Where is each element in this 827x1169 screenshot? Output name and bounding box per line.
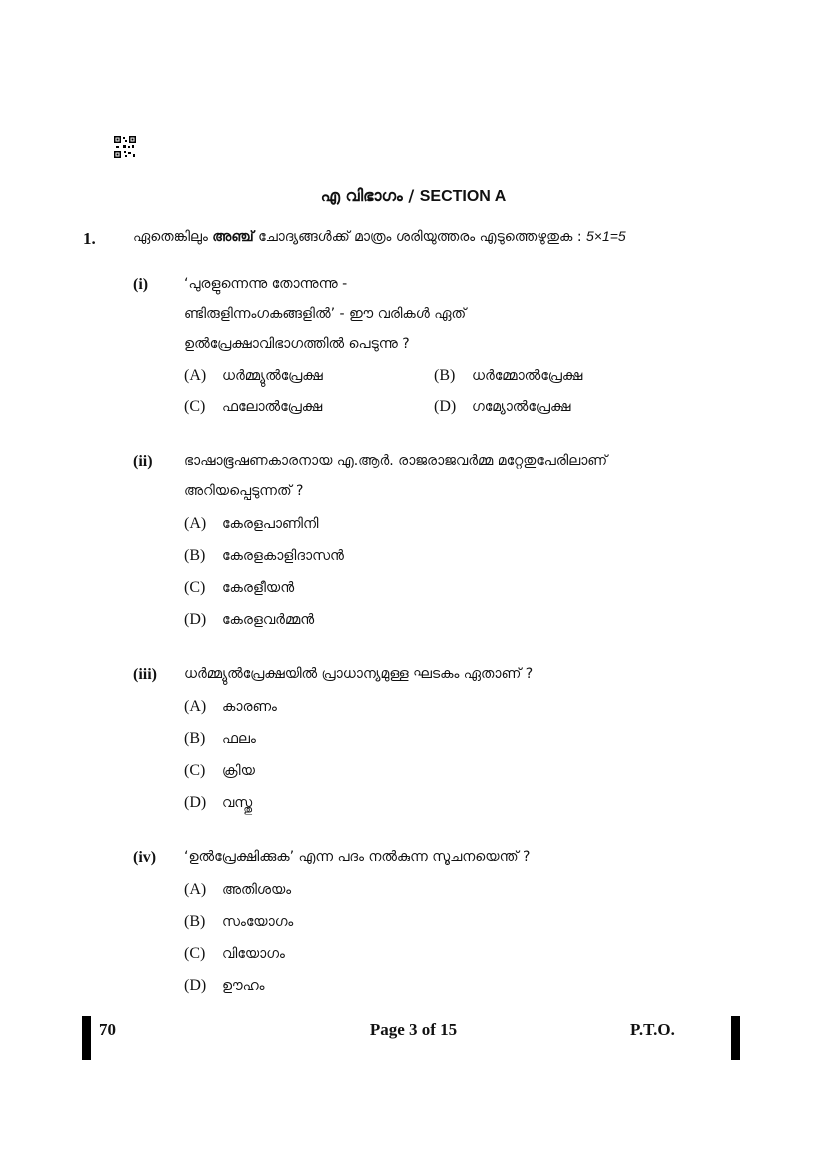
option-c [184,398,322,416]
option-label: (C) [184,398,206,415]
option-text: ഫലോൽപ്രേക്ഷ [222,399,323,415]
subquestion-text: ണ്ടിരുളിന്നംഗകങ്ങളിൽ’ - ഈ വരികൾ ഏത് [184,306,467,322]
option-text: സംയോഗം [222,914,294,930]
instruction-pre: ഏതെങ്കിലും [133,229,213,245]
option-label: (B) [184,730,206,747]
option-a [184,698,277,716]
section-title-ml: എ വിഭാഗം [320,186,403,205]
option-c [184,945,285,963]
option-c [184,762,255,780]
option-a [184,367,323,385]
subquestion-text: ഉൽപ്രേക്ഷാവിഭാഗത്തിൽ പെടുന്നു ? [184,336,410,352]
option-b [184,913,293,931]
subquestion-label: (ii) [133,453,153,470]
option-label: (D) [184,794,207,811]
subquestion-label: (iv) [133,849,157,866]
option-text: ഗമ്യോൽപ്രേക്ഷ [472,399,571,415]
footer-right-bar [731,1016,740,1060]
option-label: (D) [184,611,207,628]
option-text: ധർമ്മ്യുൽപ്രേക്ഷ [222,368,323,384]
option-label: (B) [434,367,456,384]
option-text: കേരളവർമ്മൻ [222,612,315,628]
option-b [184,547,344,565]
option-label: (C) [184,579,206,596]
footer-pto: P.T.O. [630,1020,675,1039]
option-b [434,367,582,385]
option-label: (A) [184,367,207,384]
subquestion-text: ഭാഷാഭൂഷണകാരനായ എ.ആർ. രാജരാജവർമ്മ മറ്റേതുപേരിലാണ് [184,453,608,469]
option-text: വിയോഗം [222,946,285,962]
option-label: (C) [184,762,206,779]
option-label: (D) [434,398,457,415]
option-label: (A) [184,881,207,898]
option-a [184,515,318,533]
option-b [184,730,256,748]
question-instruction [133,228,773,245]
option-d [184,977,265,995]
option-text: കാരണം [222,699,277,715]
option-text: കേരളപാണിനി [222,516,319,532]
subquestion-label: (iii) [133,666,157,683]
option-text: വസ്തു [222,795,253,811]
section-title-en: SECTION A [419,188,507,205]
instruction-bold: അഞ്ച് [212,229,254,245]
option-text: ക്രിയ [222,763,255,779]
question-number: 1. [83,229,96,248]
footer-page-number: Page 3 of 15 [369,1020,458,1039]
option-label: (A) [184,515,207,532]
option-text: കേരളീയൻ [222,580,295,596]
option-label: (B) [184,913,206,930]
option-label: (A) [184,698,207,715]
option-a [184,881,291,899]
subquestion-text: ധർമ്മ്യുൽപ്രേക്ഷയിൽ പ്രാധാന്യമുള്ള ഘടകം ഏതാണ് ? [184,666,534,682]
option-label: (B) [184,547,206,564]
option-text: ഊഹം [222,978,265,994]
marks-allocation: 5×1=5 [586,228,626,244]
subquestion-text: ‘ഉൽപ്രേക്ഷിക്കുക’ എന്ന പദം നൽകുന്ന സൂചനയെന്ത് ? [184,849,531,865]
option-text: അതിശയം [222,882,292,898]
footer-code: 70 [99,1020,116,1039]
option-d [184,794,252,812]
option-text: ധർമ്മോൽപ്രേക്ഷ [472,368,583,384]
subquestion-label: (i) [133,276,149,293]
instruction-post: ചോദ്യങ്ങൾക്ക് മാത്രം ശരിയുത്തരം എടുത്തെഴുതുക : [253,229,586,245]
section-title [0,186,827,206]
option-text: കേരളകാളിദാസൻ [222,548,344,564]
option-label: (C) [184,945,206,962]
option-text: ഫലം [222,731,256,747]
option-d [184,611,314,629]
qr-code-icon [113,135,137,159]
subquestion-text: ‘പുരളുന്നെന്നു തോന്നുന്നു - [184,276,348,292]
option-c [184,579,294,597]
option-label: (D) [184,977,207,994]
subquestion-text: അറിയപ്പെടുന്നത് ? [184,483,304,499]
option-d [434,398,570,416]
section-title-separator: / [402,186,420,205]
